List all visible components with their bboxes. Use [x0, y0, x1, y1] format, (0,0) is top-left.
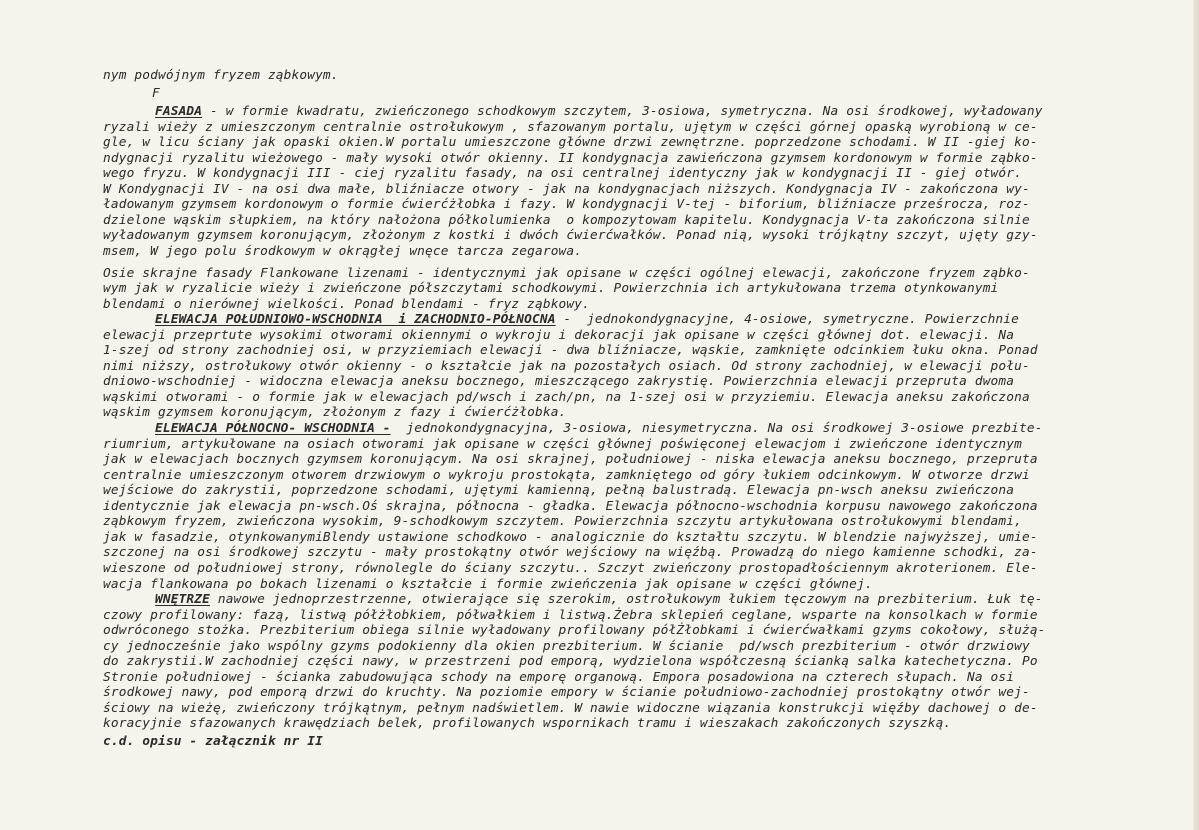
text-line	[103, 608, 1038, 623]
text-segment: - w formie kwadratu, zwieńczonego schodkowym szczytem, 3-osiowa, symetryczna. Na osi środkowej, wyładowany	[202, 104, 1043, 119]
text-line	[155, 421, 1043, 436]
text-segment: ściowy na wieżę, zwieńczony trójkątnym, pełnym nadświetlem. W nawie widoczne wiązania konstrukcji więźby dachowej o de-	[103, 700, 1038, 716]
text-segment: dniowo-wschodniej - widoczna elewacja aneksu bocznego, mieszczącego zakrystię. Powierzchnia elewacji przepruta dwoma	[103, 374, 1015, 390]
text-line	[103, 514, 1022, 529]
text-line	[103, 654, 1038, 669]
text-segment: ryzali wieży z umieszczonym centralnie ostrołukowym , sfazowanym portalu, ujętym w części górnej opaską wyrobioną w ce-	[103, 119, 1038, 135]
text-line	[103, 328, 1014, 343]
text-line	[103, 213, 1030, 228]
text-line	[155, 104, 1043, 119]
footer-line: c.d. opisu - załącznik nr II	[103, 734, 323, 749]
text-segment: wyładowanym gzymsem koronującym, złożonym z kostki i dwóch ćwierćwałków. Ponad nią, wysoki trójkątny szczyt, ujęty gzy-	[103, 228, 1038, 244]
text-line	[155, 312, 1019, 327]
text-line	[103, 135, 1038, 150]
text-line	[103, 281, 998, 296]
text-line	[103, 182, 1030, 197]
text-segment: szczonej na osi środkowej szczytu - mały prostokątny otwór wejściowy na więźbą. Prowadzą do niego kamienne schodki, za-	[103, 545, 1038, 561]
text-segment: jak w fasadzie, otynkowanymiBlendy ustawione schodkowo - analogicznie do kształtu szczytu. W blendzie najwyższej, umie-	[103, 529, 1038, 545]
text-line	[103, 483, 1014, 498]
text-line	[103, 716, 951, 731]
text-line	[103, 561, 1038, 576]
text-segment: dzielone wąskim słupkiem, na który nałożona półkolumienka o kompozytowam kapitelu. Kondygnacja V-ta zakończona silnie	[103, 212, 1030, 228]
text-segment: Stronie południowej - ścianka zabudowująca schody na emporę organową. Empora posadowiona na czterech słupach. Na osi	[103, 669, 1015, 685]
text-segment: Osie skrajne fasady Flankowane lizenami - identycznymi jak opisane w części ogólnej elewacji, zakończone fryzem ząbko-	[103, 265, 1030, 281]
text-segment: ząbkowym fryzem, zwieńczona wysokim, 9-schodkowym szczytem. Powierzchnia szczytu artykułowana ostrołukowymi blendami,	[103, 514, 1022, 530]
text-segment: odwróconego stożka. Prezbiterium obiega silnie wyładowany profilowany półŻłobkami i ćwierćwałkami gzyms cokołowy, służą-	[103, 623, 1046, 639]
text-segment: do zakrystii.W zachodniej części nawy, w przestrzeni pod emporą, wydzielona współczesną ścianką salka katechetyczna. Po	[103, 654, 1038, 670]
text-segment: wego fryzu. W kondygnacji III - ciej ryzalitu fasady, na osi centralnej identyczny jak w kondygnacji II - giej otwór.	[103, 166, 1022, 182]
text-line	[103, 545, 1038, 560]
text-line	[103, 343, 1038, 358]
text-segment: elewacji przeprtute wysokimi otworami okiennymi o wykroju i dekoracji jak opisane w części głównej dot. elewacji. Na	[103, 327, 1015, 343]
text-segment: msem, W jego polu środkowym w okrągłej wnęce tarcza zegarowa.	[103, 243, 583, 259]
text-segment: koracyjnie sfazowanych krawędziach belek, profilowanych wspornikach tramu i wieszakach zakończonych szyszką.	[103, 716, 952, 732]
text-line	[103, 151, 1038, 166]
text-segment: - jednokondygnacyjne, 4-osiowe, symetryczne. Powierzchnie	[555, 312, 1019, 328]
handwritten-f-mark: F	[152, 86, 160, 101]
section-heading: WNĘTRZE	[155, 592, 210, 608]
text-segment: środkowej nawy, pod emporą drzwi do kruchty. Na poziomie empory w ścianie południowo-zachodniej prostokątny otwór wej-	[103, 685, 1030, 701]
text-line	[103, 685, 1030, 700]
text-line	[103, 166, 1022, 181]
text-segment: gle, w licu ściany jak opaski okien.W portalu umieszczone główne drzwi zewnętrzne. poprzedzone schodami. W II -giej ko-	[103, 135, 1038, 151]
section-heading: FASADA	[155, 104, 203, 119]
text-line	[103, 577, 873, 592]
text-segment: 1-szej od strony zachodniej osi, w przyziemiach elewacji - dwa bliźniacze, wąskie, zamknięte odcinkiem łuku okna. Ponad	[103, 343, 1038, 359]
text-line	[103, 390, 1030, 405]
text-segment: ładowanym gzymsem kordonowym o formie ćwierćżłobka i fazy. W kondygnacji V-tej - biforium, bliźniacze prześrocza, roz-	[103, 197, 1030, 213]
text-segment: W Kondygnacji IV - na osi dwa małe, bliźniacze otwory - jak na kondygnacjach niższych. Kondygnacja IV - zakończona wy-	[103, 181, 1030, 197]
text-segment: identycznie jak elewacja pn-wsch.Oś skrajna, północna - gładka. Elewacja północno-wschodnia korpusu nawowego zakończona	[103, 498, 1038, 514]
text-line	[103, 374, 1014, 389]
text-segment: wieszone od południowej strony, równolegle do ściany szczytu.. Szczyt zwieńczony prostopadłościennym akroterionem. Ele-	[103, 560, 1038, 576]
text-line	[103, 639, 1030, 654]
text-line	[103, 405, 566, 420]
text-line	[103, 530, 1038, 545]
text-segment: wacja flankowana po bokach lizenami o kształcie i formie zwieńczenia jak opisane w części głównej.	[103, 576, 873, 592]
text-segment: jednokondygnacyjna, 3-osiowa, niesymetryczna. Na osi środkowej 3-osiowe prezbite-	[390, 421, 1043, 436]
section-heading: ELEWACJA POŁUDNIOWO-WSCHODNIA i ZACHODNIO-PÓŁNOCNA	[155, 312, 556, 328]
text-line	[103, 266, 1030, 281]
text-segment: ndygnacji ryzalitu wieżowego - mały wysoki otwór okienny. II kondygnacja zawieńczona gzymsem kordonowym w formie ząbko-	[103, 150, 1038, 166]
text-segment: jak w elewacjach bocznych gzymsem koronującym. Na osi skrajnej, południowej - niska elewacja aneksu bocznego, przepruta	[103, 452, 1038, 468]
text-segment: wąskimi otworami - o formie jak w elewacjach pd/wsch i zach/pn, na 1-szej osi w przyziemiu. Elewacja aneksu zakończona	[103, 389, 1030, 405]
text-line	[103, 437, 1022, 452]
text-segment: cy jednocześnie jako wspólny gzyms podokienny dla okien prezbiterium. W ścianie pd/wsch prezbiterium - otwór drzwiowy	[103, 638, 1030, 654]
text-segment: nimi niższy, ostrołukowy otwór okienny - o kształcie jak na pozostałych osiach. Od strony zachodniej, w elewacji połu-	[103, 358, 1030, 374]
text-segment: blendami o nierównej wielkości. Ponad blendami - fryz ząbkowy.	[103, 296, 590, 312]
text-line	[103, 701, 1038, 716]
text-line	[155, 592, 1043, 607]
text-line	[103, 468, 1030, 483]
text-segment: wejściowe do zakrystii, poprzedzone schodami, ujętymi kamienną, pełną balustradą. Elewacja pn-wsch aneksu zwieńczona	[103, 483, 1015, 499]
text-segment: nawowe jednoprzestrzenne, otwierające się szerokim, ostrołukowym łukiem tęczowym na prezbiterium. Łuk tę-	[209, 592, 1043, 608]
text-line	[103, 228, 1038, 243]
text-line	[103, 499, 1038, 514]
text-segment: riumrium, artykułowane na osiach otworami jak opisane w części głównej poświęconej elewacjom i zwieńczone identycznym	[103, 436, 1022, 452]
text-line	[103, 359, 1030, 374]
text-line	[103, 670, 1014, 685]
text-segment: centralnie umieszczonym otworem drzwiowym o wykroju prostokąta, zamkniętego od góry łukiem odcinkowym. W otworze drzwi	[103, 467, 1030, 483]
text-line	[103, 244, 582, 259]
text-line	[103, 623, 1046, 638]
text-segment: czowy profilowany: fazą, listwą półżłobkiem, półwałkiem i listwą.Żebra sklepień ceglane, wsparte na konsolkach w formie	[103, 607, 1038, 623]
text-line	[103, 197, 1030, 212]
intro-line: nym podwójnym fryzem ząbkowym.	[103, 68, 339, 83]
text-segment: wąskim gzymsem koronującym, złożonym z fazy i ćwierćżłobka.	[103, 405, 567, 421]
section-heading: ELEWACJA PÓŁNOCNO- WSCHODNIA -	[155, 421, 391, 436]
text-segment: wym jak w ryzalicie wieży i zwieńczone półszczytami schodkowymi. Powierzchnia ich artykułowana trzema otynkowanymi	[103, 281, 999, 297]
text-line	[103, 297, 590, 312]
text-line	[103, 120, 1038, 135]
text-line	[103, 452, 1038, 467]
